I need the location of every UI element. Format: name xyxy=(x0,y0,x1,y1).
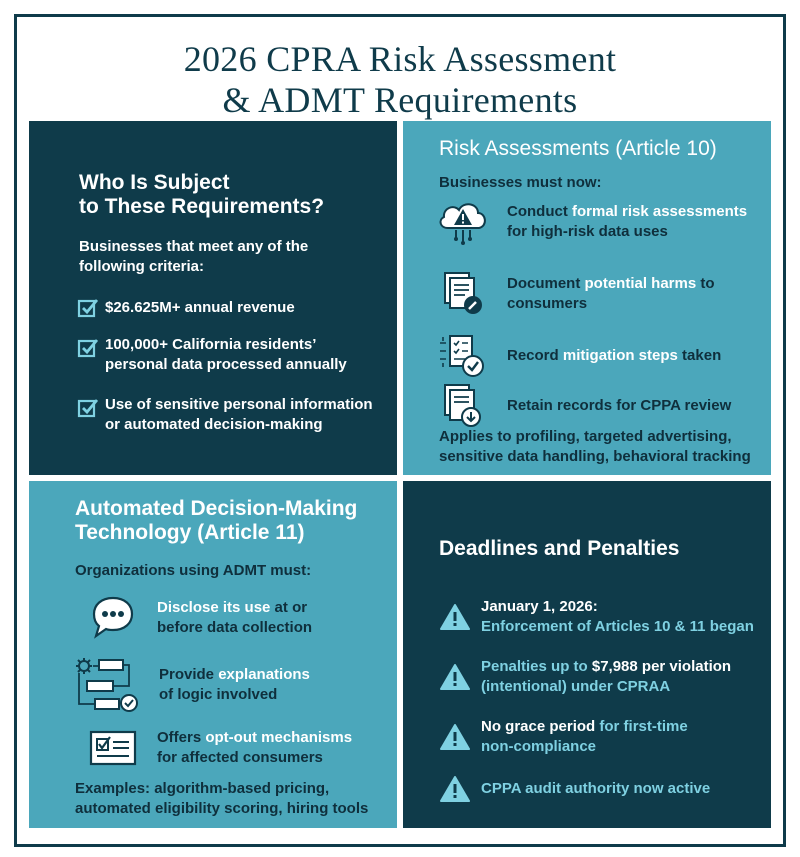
risk-heading: Risk Assessments (Article 10) xyxy=(439,137,717,160)
risk-item-4 xyxy=(433,381,731,431)
risk-item-2-pre: Document xyxy=(507,275,585,292)
risk-item-2-line-2: consumers xyxy=(507,295,588,312)
warning-triangle-icon xyxy=(439,773,471,805)
admt-item-2 xyxy=(73,657,310,713)
who-item-3-text xyxy=(105,395,373,435)
admt-item-3-line-1 xyxy=(157,728,352,748)
who-item-2-line-1: 100,000+ California residents’ xyxy=(105,336,317,353)
who-panel xyxy=(29,121,397,475)
admt-item-3-highlight: opt-out mechanisms xyxy=(205,729,353,746)
risk-item-2-text xyxy=(507,274,715,314)
deadline-item-2-highlight: Penalties up to xyxy=(481,658,588,675)
risk-footer-line-2: sensitive data handling, behavioral tracking xyxy=(439,448,751,465)
deadline-item-3 xyxy=(439,717,688,757)
chat-bubble-icon xyxy=(85,591,141,645)
who-item-2-text xyxy=(105,335,347,375)
admt-item-1-line-2: before data collection xyxy=(157,619,313,636)
who-heading-line-2: to These Requirements? xyxy=(79,195,325,218)
deadline-item-4 xyxy=(439,773,710,805)
admt-footer xyxy=(75,779,368,819)
who-item-2 xyxy=(75,335,347,375)
document-download-icon xyxy=(433,381,493,431)
risk-item-4-line-1: Retain records for CPPA review xyxy=(507,397,732,414)
risk-item-3-pre: Record xyxy=(507,347,563,364)
admt-item-1-text xyxy=(157,598,312,638)
who-item-1 xyxy=(75,295,295,321)
risk-item-2-line-1 xyxy=(507,274,715,294)
admt-item-2-highlight: explanations xyxy=(218,666,310,683)
who-intro-line-2: following criteria: xyxy=(79,258,205,275)
warning-triangle-icon xyxy=(439,721,471,753)
checkbox-check-icon xyxy=(75,295,101,321)
risk-item-2-post: to xyxy=(696,275,715,292)
risk-item-3-text xyxy=(507,346,721,366)
admt-intro: Organizations using ADMT must: xyxy=(75,562,312,579)
who-item-2-line-2: personal data processed annually xyxy=(105,356,347,373)
risk-footer-line-1: Applies to profiling, targeted advertising, xyxy=(439,428,732,445)
who-intro xyxy=(79,237,308,277)
deadline-item-3-highlight: No grace period xyxy=(481,718,596,735)
admt-item-2-line-1 xyxy=(159,665,310,685)
admt-item-2-text xyxy=(159,665,310,705)
admt-footer-line-2: automated eligibility scoring, hiring tools xyxy=(75,800,369,817)
who-item-1-line-1: $26.625M+ annual revenue xyxy=(105,299,295,316)
deadline-item-4-text: CPPA audit authority now active xyxy=(481,780,711,797)
opt-out-form-icon xyxy=(85,725,141,771)
risk-item-3-highlight: mitigation steps xyxy=(562,347,678,364)
workflow-gear-icon xyxy=(73,657,143,713)
warning-triangle-icon xyxy=(439,601,471,633)
admt-item-3 xyxy=(85,725,352,771)
warning-triangle-icon xyxy=(439,661,471,693)
checkbox-check-icon xyxy=(75,335,101,361)
deadline-item-3-line-2: non-compliance xyxy=(481,738,597,755)
admt-item-1-highlight: Disclose its use xyxy=(157,599,271,616)
risk-item-3-line-1 xyxy=(507,346,721,366)
admt-item-3-pre: Offers xyxy=(157,729,206,746)
deadline-item-2 xyxy=(439,657,731,697)
who-heading xyxy=(79,171,324,219)
admt-heading-line-2: Technology (Article 11) xyxy=(75,521,305,544)
risk-item-2-highlight: potential harms xyxy=(584,275,697,292)
risk-item-1-pre: Conduct xyxy=(507,203,572,220)
checklist-shield-icon xyxy=(433,331,493,381)
infographic-frame xyxy=(14,14,786,847)
admt-item-3-line-2: for affected consumers xyxy=(157,749,323,766)
risk-item-2 xyxy=(433,269,715,319)
document-edit-icon xyxy=(433,269,493,319)
admt-panel xyxy=(29,481,397,828)
deadline-item-2-line-1 xyxy=(481,657,731,677)
deadline-item-1-text xyxy=(481,597,754,637)
risk-intro: Businesses must now: xyxy=(439,174,602,191)
deadline-item-2-text xyxy=(481,657,731,697)
risk-item-3-post: taken xyxy=(677,347,722,364)
title-line-2: & ADMT Requirements xyxy=(222,80,578,120)
risk-item-3 xyxy=(433,331,721,381)
who-intro-line-1: Businesses that meet any of the xyxy=(79,238,309,255)
risk-item-1-highlight: formal risk assessments xyxy=(572,203,748,220)
admt-footer-line-1: Examples: algorithm-based pricing, xyxy=(75,780,330,797)
deadline-item-1-line-2: Enforcement of Articles 10 & 11 began xyxy=(481,618,754,635)
checkbox-check-icon xyxy=(75,395,101,421)
admt-heading xyxy=(75,497,357,545)
risk-item-1-text xyxy=(507,202,747,242)
who-item-3-line-2: or automated decision-making xyxy=(105,416,323,433)
admt-item-1-line-1 xyxy=(157,598,312,618)
deadline-item-2-rest: $7,988 per violation xyxy=(587,658,732,675)
deadline-item-1-line-1: January 1, 2026: xyxy=(481,598,598,615)
deadline-item-1 xyxy=(439,597,754,637)
risk-footer xyxy=(439,427,751,467)
admt-item-1-post: at or xyxy=(270,599,308,616)
who-item-3-line-1: Use of sensitive personal information xyxy=(105,396,373,413)
admt-heading-line-1: Automated Decision-Making xyxy=(75,497,358,520)
risk-item-4-text xyxy=(507,396,731,416)
title-line-1: 2026 CPRA Risk Assessment xyxy=(183,39,617,79)
who-item-1-text xyxy=(105,298,295,318)
admt-item-2-line-2: of logic involved xyxy=(159,686,278,703)
admt-item-1 xyxy=(85,591,312,645)
risk-item-1-line-2: for high-risk data uses xyxy=(507,223,668,240)
risk-item-1-line-1 xyxy=(507,202,747,222)
admt-item-3-text xyxy=(157,728,352,768)
who-heading-line-1: Who Is Subject xyxy=(79,171,230,194)
deadlines-panel xyxy=(403,481,771,828)
deadline-item-3-rest: for first-time xyxy=(595,718,688,735)
deadline-item-2-line-2: (intentional) under CPRAA xyxy=(481,678,671,695)
admt-item-2-pre: Provide xyxy=(159,666,219,683)
cloud-warning-icon xyxy=(433,197,493,247)
deadlines-heading: Deadlines and Penalties xyxy=(439,537,680,560)
deadline-item-3-line-1 xyxy=(481,717,688,737)
who-item-3 xyxy=(75,395,373,435)
risk-item-1 xyxy=(433,197,747,247)
page-title xyxy=(17,39,783,121)
deadline-item-3-text xyxy=(481,717,688,757)
risk-panel xyxy=(403,121,771,475)
